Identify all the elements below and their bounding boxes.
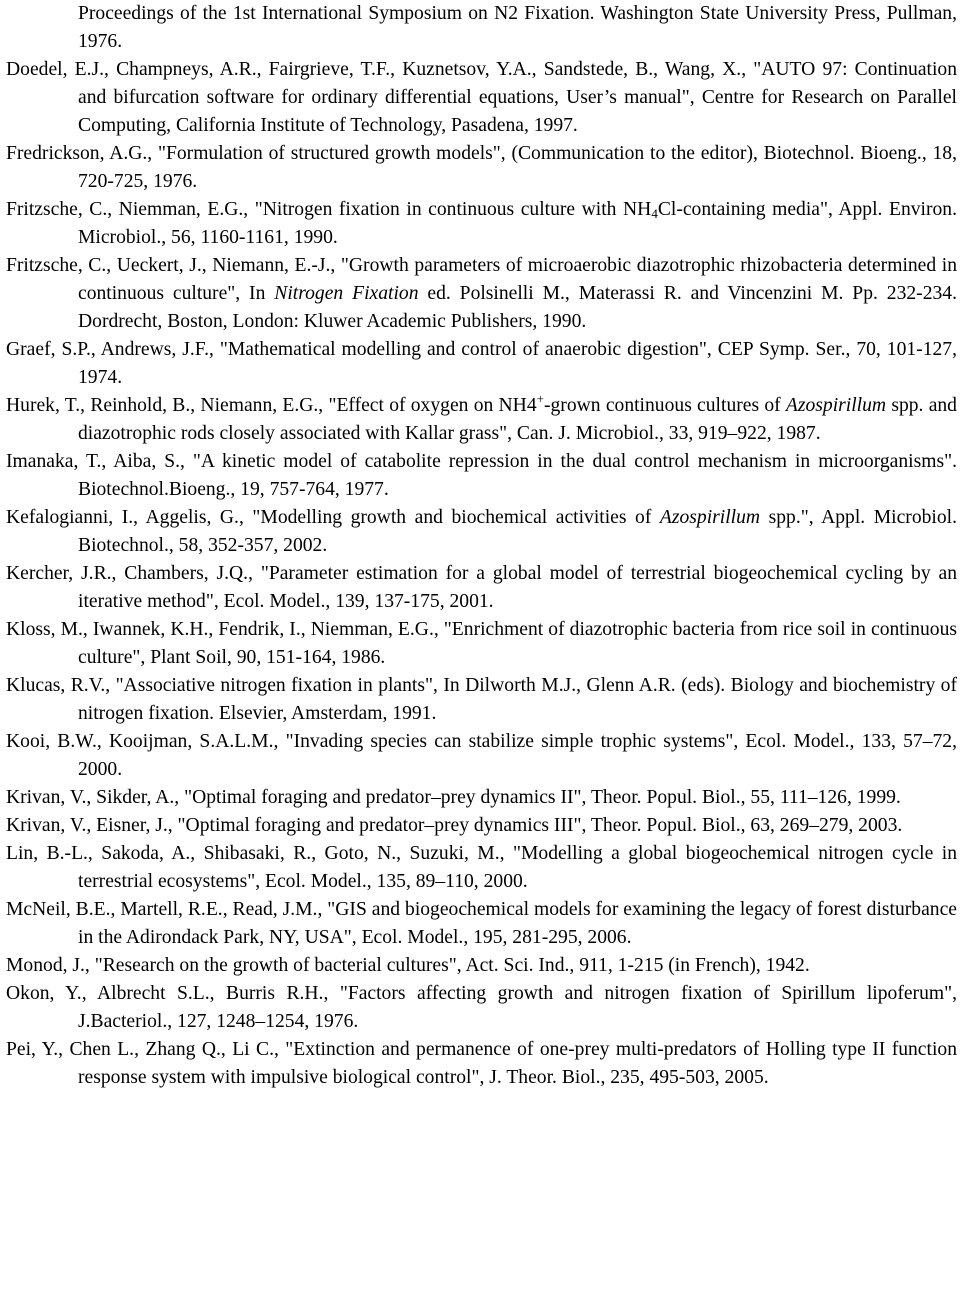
- reference-entry: [6, 616, 957, 672]
- reference-entry: [6, 980, 957, 1036]
- reference-text: Kloss, M., Iwannek, K.H., Fendrik, I., Niemman, E.G., "Enrichment of diazotrophic bacteria from rice soil in continuous culture", Plant Soil, 90, 151-164, 1986.: [6, 619, 957, 668]
- reference-text: Proceedings of the 1st International Symposium on N2 Fixation. Washington State University Press, Pullman, 1976.: [78, 3, 957, 52]
- reference-text: Graef, S.P., Andrews, J.F., "Mathematical modelling and control of anaerobic digestion", CEP Symp. Ser., 70, 101-127, 1974.: [6, 339, 957, 388]
- superscript-text: +: [536, 391, 544, 406]
- reference-text: Kooi, B.W., Kooijman, S.A.L.M., "Invading species can stabilize simple trophic systems", Ecol. Model., 133, 57–72, 2000.: [6, 731, 957, 780]
- reference-text-middle: -grown continuous cultures of: [543, 395, 786, 416]
- italic-genus-name: Azospirillum: [659, 507, 761, 528]
- reference-entry: [6, 952, 957, 980]
- reference-text: Lin, B.-L., Sakoda, A., Shibasaki, R., Goto, N., Suzuki, M., "Modelling a global biogeochemical nitrogen cycle in terrestrial ecosystems", Ecol. Model., 135, 89–110, 2000.: [6, 843, 957, 892]
- italic-genus-name: Azospirillum: [785, 395, 887, 416]
- reference-entry: [6, 56, 957, 140]
- reference-entry: [6, 560, 957, 616]
- reference-text: McNeil, B.E., Martell, R.E., Read, J.M., "GIS and biogeochemical models for examining the legacy of forest disturbance in the Adirondack Park, NY, USA", Ecol. Model., 195, 281-295, 2006.: [6, 899, 957, 948]
- reference-text-end: spp.", Appl. Microbiol. Biotechnol., 58, 352-357, 2002.: [78, 507, 957, 556]
- reference-entry: [6, 840, 957, 896]
- reference-entry: [6, 336, 957, 392]
- reference-text: Imanaka, T., Aiba, S., "A kinetic model of catabolite repression in the dual control mechanism in microorganisms". Biotechnol.Bioeng., 19, 757-764, 1977.: [6, 451, 957, 500]
- italic-book-title: Nitrogen Fixation: [274, 283, 419, 304]
- reference-entry: [6, 1036, 957, 1092]
- reference-text-start: Hurek, T., Reinhold, B., Niemann, E.G., "Effect of oxygen on NH4: [6, 395, 537, 416]
- reference-text-end: Cl-containing media", Appl. Environ. Microbiol., 56, 1160-1161, 1990.: [78, 199, 957, 248]
- reference-text: Monod, J., "Research on the growth of bacterial cultures", Act. Sci. Ind., 911, 1-215 (in French), 1942.: [6, 955, 810, 976]
- reference-text: Fredrickson, A.G., "Formulation of structured growth models", (Communication to the editor), Biotechnol. Bioeng., 18, 720-725, 1976.: [6, 143, 957, 192]
- reference-entry: [6, 728, 957, 784]
- reference-text-start: Fritzsche, C., Ueckert, J., Niemann, E.-J., "Growth parameters of microaerobic diazotrophic rhizobacteria determined in continuous culture", In: [6, 255, 957, 304]
- reference-entry: [6, 812, 957, 840]
- reference-entry: [6, 504, 957, 560]
- reference-entry: [6, 0, 957, 56]
- reference-entry: [6, 784, 957, 812]
- reference-text: Klucas, R.V., "Associative nitrogen fixation in plants", In Dilworth M.J., Glenn A.R. (eds). Biology and biochemistry of nitrogen fixation. Elsevier, Amsterdam, 1991.: [6, 675, 957, 724]
- reference-text-end: spp. and diazotrophic rods closely associated with Kallar grass", Can. J. Microbiol., 33, 919–922, 1987.: [78, 395, 957, 444]
- subscript-text: 4: [651, 206, 658, 221]
- reference-text: Krivan, V., Sikder, A., "Optimal foraging and predator–prey dynamics II", Theor. Popul. Biol., 55, 111–126, 1999.: [6, 787, 901, 808]
- reference-entry: [6, 896, 957, 952]
- reference-text-start: Fritzsche, C., Niemman, E.G., "Nitrogen fixation in continuous culture with NH: [6, 199, 652, 220]
- reference-text: Doedel, E.J., Champneys, A.R., Fairgrieve, T.F., Kuznetsov, Y.A., Sandstede, B., Wang, X., "AUTO 97: Continuation and bifurcation software for ordinary differential equations, User’s manual", Centre for Research on Parallel Computing, California Institute of Technology, Pasadena, 1997.: [6, 59, 957, 136]
- reference-text: Okon, Y., Albrecht S.L., Burris R.H., "Factors affecting growth and nitrogen fixation of Spirillum lipoferum", J.Bacteriol., 127, 1248–1254, 1976.: [6, 983, 957, 1032]
- reference-entry: [6, 392, 957, 448]
- reference-entry: [6, 672, 957, 728]
- reference-text: Kercher, J.R., Chambers, J.Q., "Parameter estimation for a global model of terrestrial biogeochemical cycling by an iterative method", Ecol. Model., 139, 137-175, 2001.: [6, 563, 957, 612]
- reference-entry: [6, 252, 957, 336]
- reference-text: Krivan, V., Eisner, J., "Optimal foraging and predator–prey dynamics III", Theor. Popul. Biol., 63, 269–279, 2003.: [6, 815, 903, 836]
- reference-text-start: Kefalogianni, I., Aggelis, G., "Modelling growth and biochemical activities of: [6, 507, 660, 528]
- reference-entry: [6, 448, 957, 504]
- reference-entry: [6, 140, 957, 196]
- reference-entry: [6, 196, 957, 252]
- reference-text: Pei, Y., Chen L., Zhang Q., Li C., "Extinction and permanence of one-prey multi-predators of Holling type II function response system with impulsive biological control", J. Theor. Biol., 235, 495-503, 2005.: [6, 1039, 957, 1088]
- reference-text-end: ed. Polsinelli M., Materassi R. and Vincenzini M. Pp. 232-234. Dordrecht, Boston, London: Kluwer Academic Publishers, 1990.: [78, 283, 957, 332]
